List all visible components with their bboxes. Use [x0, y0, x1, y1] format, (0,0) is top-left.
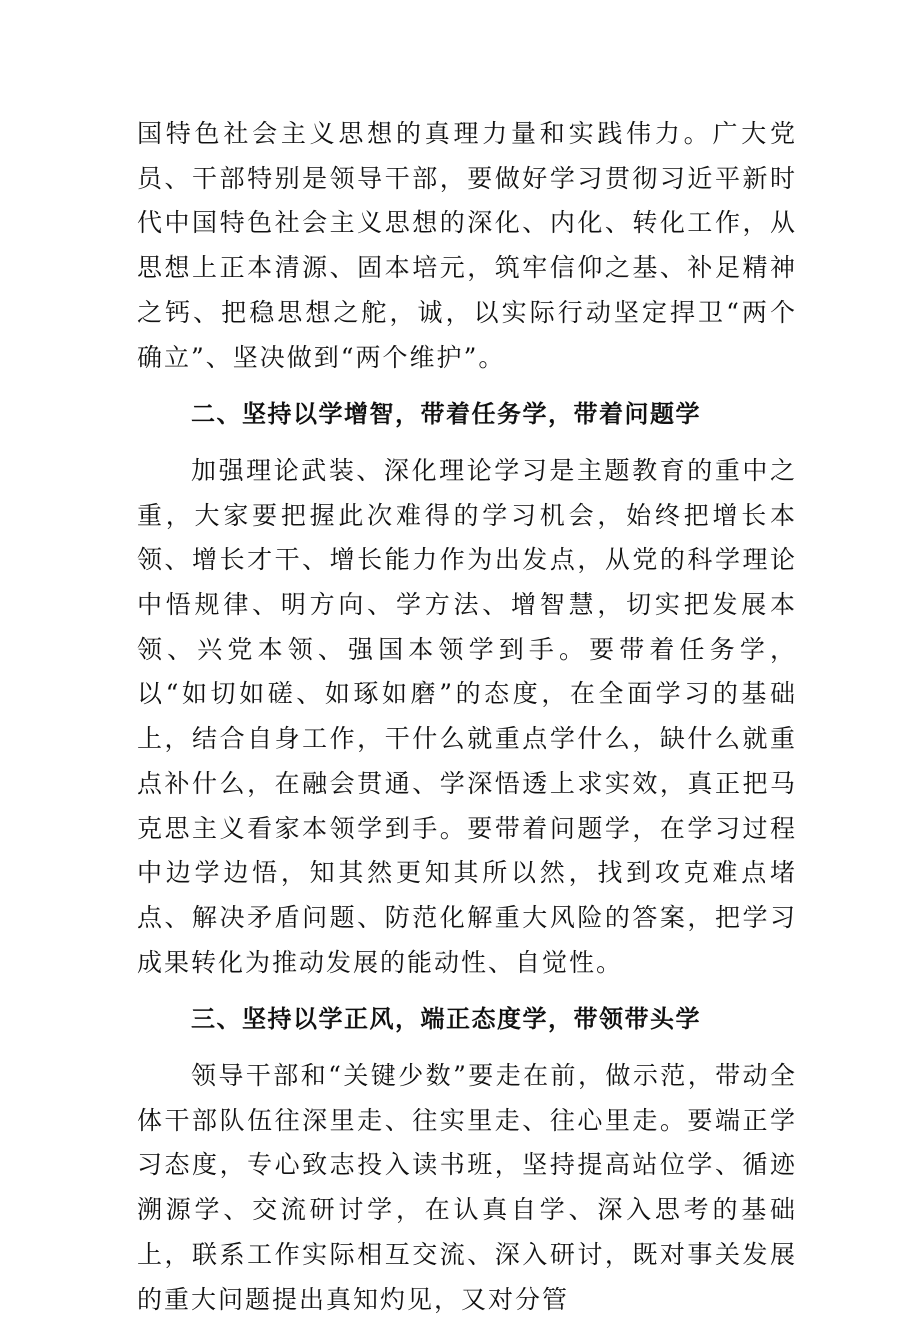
- paragraph-section-two-body: 加强理论武装、深化理论学习是主题教育的重中之重，大家要把握此次难得的学习机会，始终把增长本领、增长才干、增长能力作为出发点，从党的科学理论中悟规律、明方向、学方法、增智慧，切实把发展本领、兴党本领、强国本领学到手。要带着任务学，以“如切如磋、如琢如磨”的态度，在全面学习的基础上，结合自身工作，干什么就重点学什么，缺什么就重点补什么，在融会贯通、学深悟透上求实效，真正把马克思主义看家本领学到手。要带着问题学，在学习过程中边学边悟，知其然更知其所以然，找到攻克难点堵点、解决矛盾问题、防范化解重大风险的答案，把学习成果转化为推动发展的能动性、自觉性。: [137, 455, 797, 977]
- paragraph-section-three-body: 领导干部和“关键少数”要走在前，做示范，带动全体干部队伍往深里走、往实里走、往心里走。要端正学习态度，专心致志投入读书班，坚持提高站位学、循迹溯源学、交流研讨学，在认真自学、深入思考的基础上，联系工作实际相互交流、深入研讨，既对事关发展的重大问题提出真知灼见，又对分管: [137, 1061, 797, 1314]
- section-heading-three: 三、坚持以学正风，端正态度学，带领带头学: [191, 1005, 701, 1034]
- paragraph-intro-continuation: 国特色社会主义思想的真理力量和实践伟力。广大党员、干部特别是领导干部，要做好学习贯彻习近平新时代中国特色社会主义思想的深化、内化、转化工作，从思想上正本清源、固本培元，筑牢信仰之基、补足精神之钙、把稳思想之舵，诚，以实际行动坚定捍卫“两个确立”、坚决做到“两个维护”。: [137, 119, 797, 372]
- document-body: [137, 112, 797, 1322]
- section-heading-two: 二、坚持以学增智，带着任务学，带着问题学: [191, 400, 701, 429]
